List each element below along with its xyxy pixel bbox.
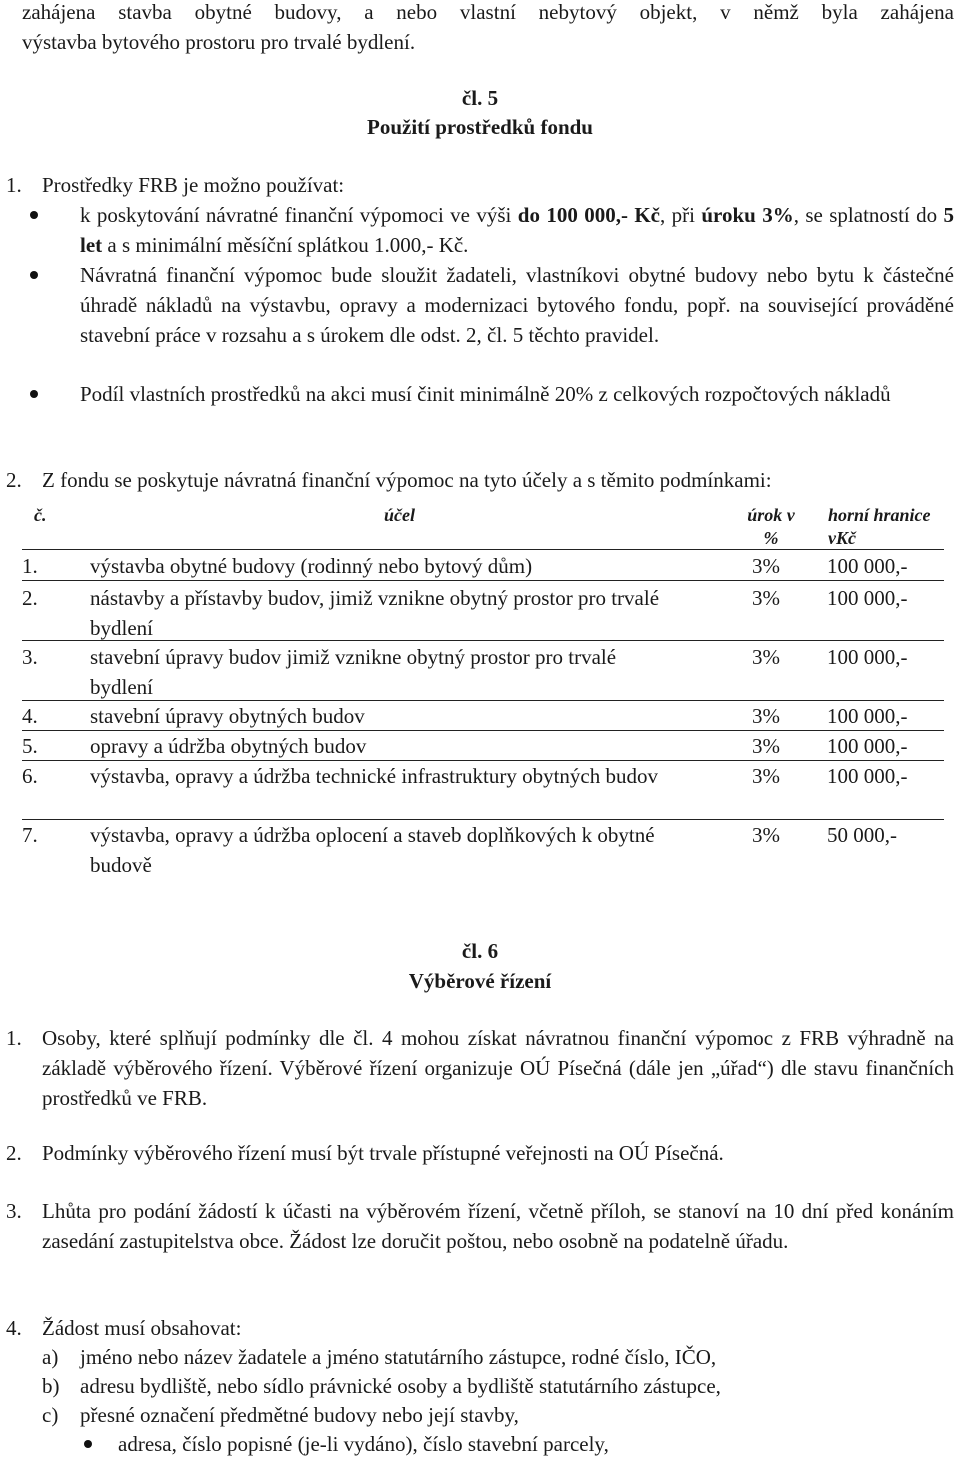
paragraph-number: 1.	[6, 1026, 22, 1050]
article-6-number: čl. 6	[461, 939, 499, 963]
table-header-number: č.	[34, 505, 47, 525]
row-purpose: výstavba obytné budovy (rodinný nebo bytový dům)	[90, 554, 533, 578]
row-number: 2.	[22, 586, 38, 610]
table-header-limit: horní hranice vKč	[828, 505, 931, 548]
art6-subitem-b	[0, 1371, 954, 1401]
row-purpose: opravy a údržba obytných budov	[90, 734, 367, 758]
row-divider	[22, 580, 944, 581]
subitem-text: přesné označení předmětné budovy nebo její stavby,	[80, 1403, 519, 1427]
art6-paragraph-2	[0, 1138, 954, 1168]
article-5-number: čl. 5	[461, 86, 499, 110]
row-number: 6.	[22, 764, 38, 788]
paragraph-text: Prostředky FRB je možno používat:	[42, 173, 345, 197]
paragraph-text: Lhůta pro podání žádostí k účasti na výběrovém řízení, včetně příloh, se stanoví na 10 dní před konáním zasedání zastupitelstva obce. Žádost lze doručit poštou, nebo osobně na podatelně úřadu.	[42, 1199, 954, 1253]
row-limit: 100 000,-	[827, 764, 908, 788]
art6-subitem-a	[0, 1342, 954, 1372]
row-rate: 3%	[752, 645, 780, 669]
paragraph-text: Z fondu se poskytuje návratná finanční výpomoc na tyto účely a s těmito podmínkami:	[42, 468, 772, 492]
intro-line-1: zahájena stavba obytné budovy, a nebo vlastní nebytový objekt, v němž byla zahájena	[22, 0, 954, 24]
table-header-divider	[22, 549, 944, 550]
row-purpose: výstavba, opravy a údržba oplocení a staveb doplňkových k obytné budově	[90, 823, 655, 877]
row-number: 7.	[22, 823, 38, 847]
art5-paragraph-1	[0, 170, 954, 200]
row-rate: 3%	[752, 586, 780, 610]
subitem-text: adresu bydliště, nebo sídlo právnické osoby a bydliště statutárního zástupce,	[80, 1374, 721, 1398]
row-number: 3.	[22, 645, 38, 669]
art6-paragraph-3	[0, 1196, 954, 1286]
paragraph-text: Osoby, které splňují podmínky dle čl. 4 mohou získat návratnou finanční výpomoc z FRB výhradně na základě výběrového řízení. Výběrové řízení organizuje OÚ Písečná (dále jen „úřad“) dle stavu finančních prostředků ve FRB.	[42, 1026, 954, 1110]
bullet-icon	[30, 390, 38, 398]
intro-line-2: výstavba bytového prostoru pro trvalé bydlení.	[22, 30, 416, 54]
bullet-text: k poskytování návratné finanční výpomoci ve výši do 100 000,- Kč, při úroku 3%, se splatností do 5 let a s minimální měsíční splátkou 1.000,- Kč.	[80, 203, 955, 257]
subitem-text: jméno nebo název žadatele a jméno statutárního zástupce, rodné číslo, IČO,	[80, 1345, 717, 1369]
row-number: 5.	[22, 734, 38, 758]
paragraph-text: Žádost musí obsahovat:	[42, 1316, 242, 1340]
row-limit: 50 000,-	[827, 823, 897, 847]
subitem-letter: b)	[42, 1374, 60, 1398]
row-rate: 3%	[752, 823, 780, 847]
article-6-title: Výběrové řízení	[408, 969, 552, 993]
art5-bullet-3	[0, 379, 954, 439]
art6-subitem-bullet	[0, 1429, 954, 1459]
art6-subitem-c	[0, 1400, 954, 1430]
bullet-text: Návratná finanční výpomoc bude sloužit žadateli, vlastníkovi obytné budovy nebo bytu k částečné úhradě nákladů na výstavbu, opravy a modernizaci bytového fondu, popř. na související prováděné stavební práce v rozsahu a s úrokem dle odst. 2, čl. 5 těchto pravidel.	[80, 263, 954, 347]
subitem-letter: a)	[42, 1345, 59, 1369]
bullet-text: Podíl vlastních prostředků na akci musí činit minimálně 20% z celkových rozpočtových nákladů	[80, 382, 891, 406]
paragraph-number: 2.	[6, 468, 22, 492]
art5-bullet-1	[0, 200, 954, 260]
subitem-letter: c)	[42, 1403, 59, 1427]
row-limit: 100 000,-	[827, 645, 908, 669]
paragraph-number: 1.	[6, 173, 22, 197]
art5-bullet-2	[0, 260, 954, 380]
row-divider	[22, 640, 944, 641]
row-limit: 100 000,-	[827, 586, 908, 610]
row-number: 4.	[22, 704, 38, 728]
article-5-title: Použití prostředků fondu	[367, 115, 593, 139]
table-header-purpose: účel	[384, 505, 415, 525]
bullet-text: adresa, číslo popisné (je-li vydáno), číslo stavební parcely,	[118, 1432, 609, 1456]
row-rate: 3%	[752, 764, 780, 788]
row-limit: 100 000,-	[827, 704, 908, 728]
art6-paragraph-4	[0, 1313, 954, 1343]
row-rate: 3%	[752, 704, 780, 728]
bullet-icon	[30, 271, 38, 279]
paragraph-number: 3.	[6, 1199, 22, 1223]
paragraph-number: 2.	[6, 1141, 22, 1165]
row-purpose: nástavby a přístavby budov, jimiž vznikne obytný prostor pro trvalé bydlení	[90, 586, 660, 640]
paragraph-text: Podmínky výběrového řízení musí být trvale přístupné veřejnosti na OÚ Písečná.	[42, 1141, 724, 1165]
bullet-icon	[84, 1440, 92, 1448]
row-rate: 3%	[752, 734, 780, 758]
row-limit: 100 000,-	[827, 554, 908, 578]
row-limit: 100 000,-	[827, 734, 908, 758]
paragraph-number: 4.	[6, 1316, 22, 1340]
row-purpose: stavební úpravy budov jimiž vznikne obytný prostor pro trvalé bydlení	[90, 645, 617, 699]
row-purpose: výstavba, opravy a údržba technické infrastruktury obytných budov	[90, 764, 658, 788]
table-header-rate: úrok v %	[747, 505, 795, 548]
row-rate: 3%	[752, 554, 780, 578]
row-number: 1.	[22, 554, 38, 578]
bullet-icon	[30, 211, 38, 219]
art5-paragraph-2	[0, 465, 954, 495]
row-purpose: stavební úpravy obytných budov	[90, 704, 365, 728]
art6-paragraph-1	[0, 1023, 954, 1113]
